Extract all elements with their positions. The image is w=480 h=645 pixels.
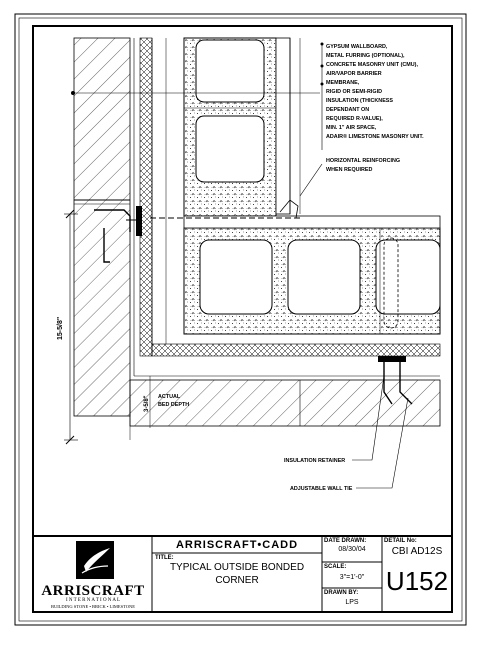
note-line-5: MEMBRANE,	[326, 80, 360, 86]
logo-tagline: BUILDING STONE • BRICK • LIMESTONE	[50, 604, 136, 609]
detail-code: CBI AD12S	[391, 546, 443, 557]
bed-depth-line-2: BED DEPTH	[158, 402, 190, 408]
note-line-2: METAL FURRING (OPTIONAL),	[326, 53, 405, 59]
bed-depth-line-1: ACTUAL	[158, 394, 181, 400]
date-value: 08/30/04	[338, 546, 366, 553]
insulation-retainer-label: INSULATION RETAINER	[284, 458, 346, 464]
logo-wordmark: ARRISCRAFT	[41, 583, 145, 599]
cmu-horizontal	[184, 228, 440, 334]
wall-layers-callout	[326, 44, 424, 140]
title-line-1: TYPICAL OUTSIDE BONDED	[169, 562, 305, 573]
note-line-11: ADAIR® LIMESTONE MASONRY UNIT.	[326, 134, 424, 140]
note-line-1: GYPSUM WALLBOARD,	[326, 44, 388, 50]
detail-label: DETAIL No:	[384, 538, 417, 544]
reinforcing-line-2: WHEN REQUIRED	[326, 167, 373, 173]
title-line-2: CORNER	[215, 575, 259, 586]
note-line-3: CONCRETE MASONRY UNIT (CMU),	[326, 62, 418, 68]
reinforcing-callout	[326, 158, 400, 173]
title-label: TITLE:	[155, 555, 174, 561]
dimension-vertical-text: 15-5/8"	[57, 316, 64, 340]
drawn-by-label: DRAWN BY:	[324, 590, 359, 596]
note-line-6: RIGID OR SEMI-RIGID	[326, 89, 383, 95]
brand-heading: ARRISCRAFT•CADD	[175, 539, 299, 551]
scale-label: SCALE:	[324, 564, 347, 570]
arriscraft-logo-emblem	[76, 541, 114, 579]
logo-subtitle: I N T E R N A T I O N A L	[65, 598, 121, 603]
detail-number: U152	[385, 566, 449, 596]
note-line-7: INSULATION (THICKNESS	[326, 98, 393, 104]
note-line-4: AIR/VAPOR BARRIER	[326, 71, 382, 77]
reinforcing-line-1: HORIZONTAL REINFORCING	[326, 158, 401, 164]
cmu-vertical	[184, 38, 276, 216]
note-line-8: DEPENDANT ON	[326, 107, 370, 113]
drawn-by-value: LPS	[345, 599, 359, 606]
date-label: DATE DRAWN:	[324, 538, 367, 544]
note-line-9: REQUIRED R-VALUE),	[326, 116, 383, 122]
note-line-10: MIN. 1" AIR SPACE,	[326, 125, 377, 131]
wall-tie-label: ADJUSTABLE WALL TIE	[290, 486, 353, 492]
dimension-small-text: 3-5/8"	[144, 395, 150, 412]
scale-value: 3"=1'-0"	[339, 574, 365, 581]
